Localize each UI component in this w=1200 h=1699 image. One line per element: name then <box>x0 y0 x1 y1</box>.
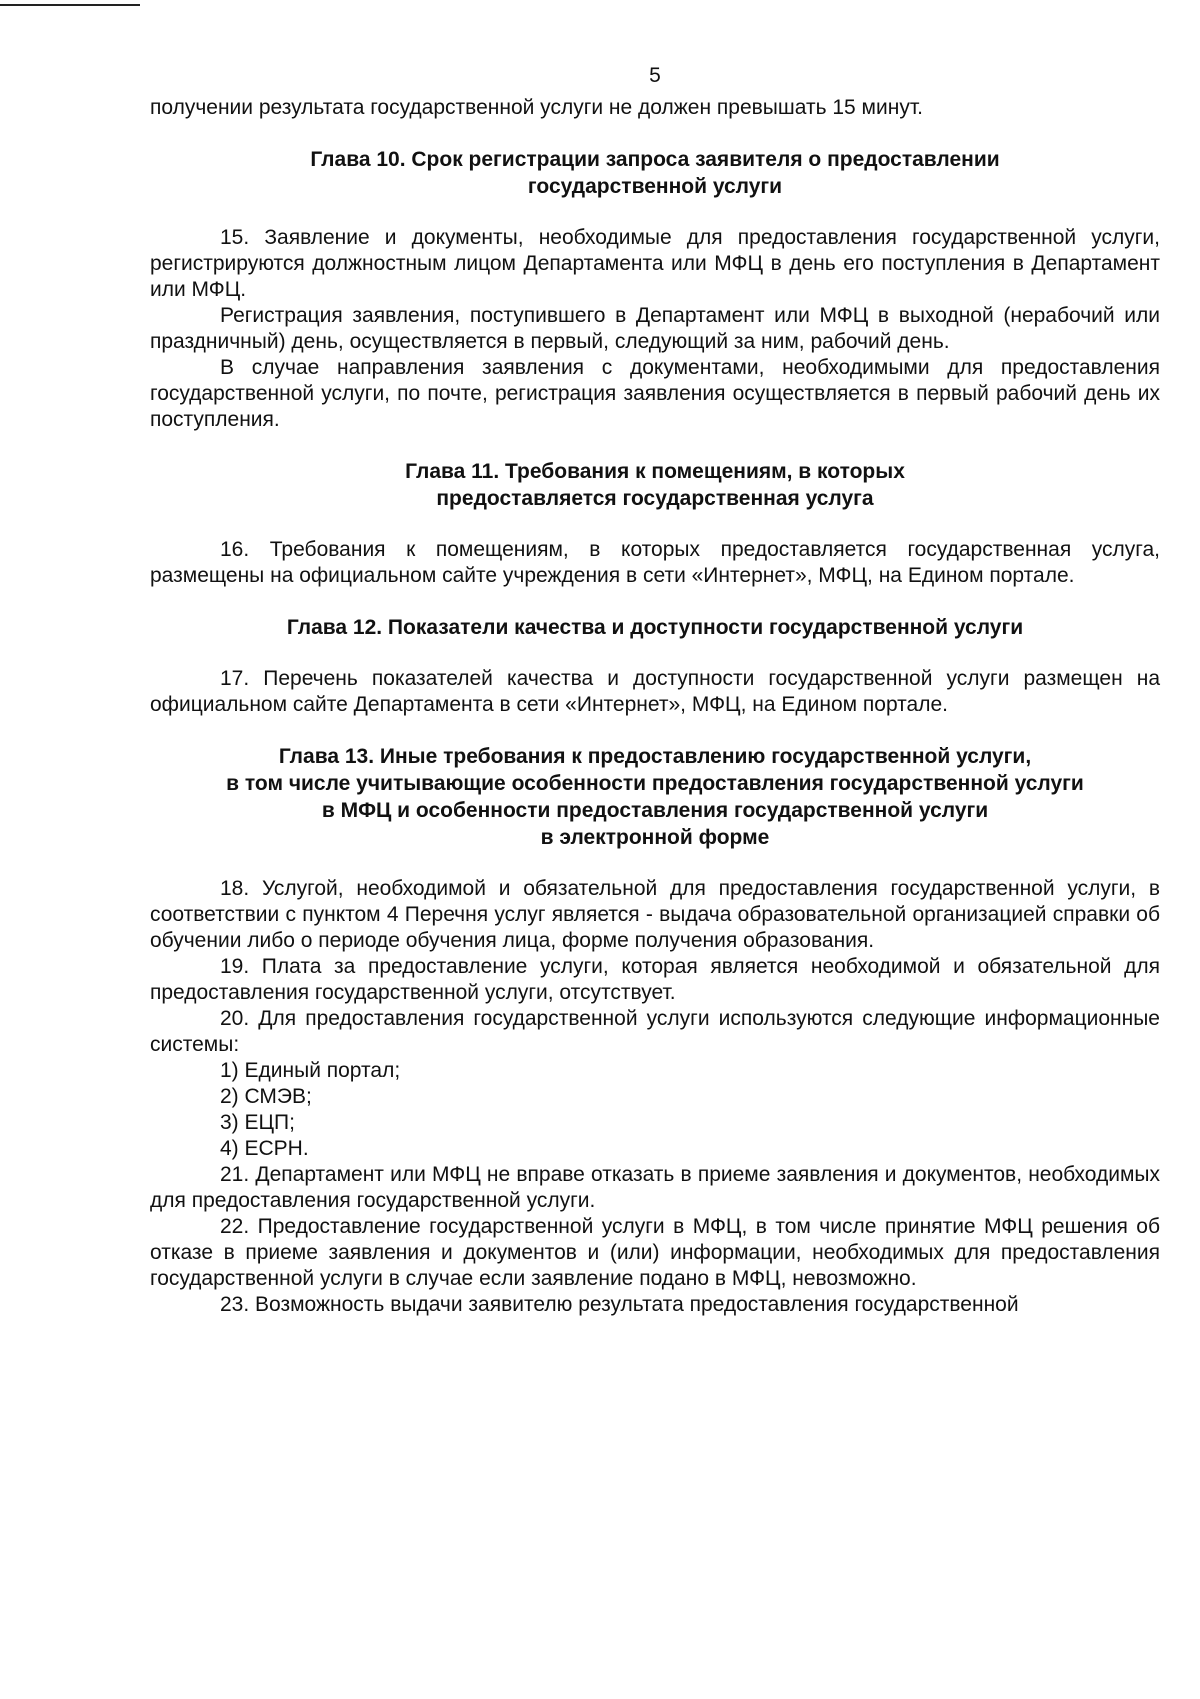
list-item-system: 2) СМЭВ; <box>220 1085 312 1108</box>
chapter-10-heading-line-2: государственной услуги <box>527 175 783 198</box>
chapter-13-heading-line-2: в том числе учитывающие особенности предоставления государственной услуги <box>226 772 1084 795</box>
paragraph-15-registration: Регистрация заявления, поступившего в Департамент или МФЦ в выходной (нерабочий или праздничный) день, осуществляется в первый, следующий за ним, рабочий день. <box>150 304 1160 353</box>
paragraph-22: 22. Предоставление государственной услуги в МФЦ, в том числе принятие МФЦ решения об отказе в приеме заявления и документов и (или) информации, необходимых для предоставления государственной услуги в случае если заявление подано в МФЦ, невозможно. <box>150 1215 1160 1290</box>
page-number: 5 <box>649 64 661 87</box>
paragraph-15-mail: В случае направления заявления с документами, необходимыми для предоставления государственной услуги, по почте, регистрация заявления осуществляется в первый рабочий день их поступления. <box>150 356 1160 431</box>
scan-edge-mark <box>0 4 140 6</box>
chapter-11-heading-line-2: предоставляется государственная услуга <box>436 487 874 510</box>
paragraph-21: 21. Департамент или МФЦ не вправе отказать в приеме заявления и документов, необходимых для предоставления государственной услуги. <box>150 1163 1160 1212</box>
list-item-system: 4) ЕСРН. <box>220 1137 309 1160</box>
chapter-13-heading <box>150 743 1160 851</box>
chapter-13-heading-line-1: Глава 13. Иные требования к предоставлению государственной услуги, <box>278 745 1032 768</box>
chapter-11-heading-line-1: Глава 11. Требования к помещениям, в которых <box>405 460 905 483</box>
chapter-10-heading <box>150 146 1160 200</box>
paragraph-18: 18. Услугой, необходимой и обязательной для предоставления государственной услуги, в соответствии с пунктом 4 Перечня услуг является - выдача образовательной организацией справки об обучении либо о периоде обучения лица, форме получения образования. <box>150 877 1160 952</box>
chapter-11-heading <box>150 458 1160 512</box>
paragraph-20: 20. Для предоставления государственной услуги используются следующие информационные системы: <box>150 1007 1160 1056</box>
chapter-13-heading-line-3: в МФЦ и особенности предоставления государственной услуги <box>321 799 989 822</box>
continuation-text: получении результата государственной услуги не должен превышать 15 минут. <box>150 96 923 119</box>
paragraph-19: 19. Плата за предоставление услуги, которая является необходимой и обязательной для предоставления государственной услуги, отсутствует. <box>150 955 1160 1004</box>
paragraph-16: 16. Требования к помещениям, в которых предоставляется государственная услуга, размещены на официальном сайте учреждения в сети «Интернет», МФЦ, на Едином портале. <box>150 538 1160 587</box>
paragraph-23: 23. Возможность выдачи заявителю результата предоставления государственной <box>220 1293 1019 1316</box>
chapter-10-heading-line-1: Глава 10. Срок регистрации запроса заявителя о предоставлении <box>310 148 1000 171</box>
paragraph-15: 15. Заявление и документы, необходимые для предоставления государственной услуги, регистрируются должностным лицом Департамента или МФЦ в день его поступления в Департамент или МФЦ. <box>150 226 1160 301</box>
paragraph-17: 17. Перечень показателей качества и доступности государственной услуги размещен на официальном сайте Департамента в сети «Интернет», МФЦ, на Едином портале. <box>150 667 1160 716</box>
list-item-system: 3) ЕЦП; <box>220 1111 295 1134</box>
chapter-12-heading: Глава 12. Показатели качества и доступности государственной услуги <box>286 616 1024 639</box>
list-item-system: 1) Единый портал; <box>220 1059 401 1082</box>
chapter-13-heading-line-4: в электронной форме <box>540 826 770 849</box>
document-body <box>150 95 1160 1318</box>
